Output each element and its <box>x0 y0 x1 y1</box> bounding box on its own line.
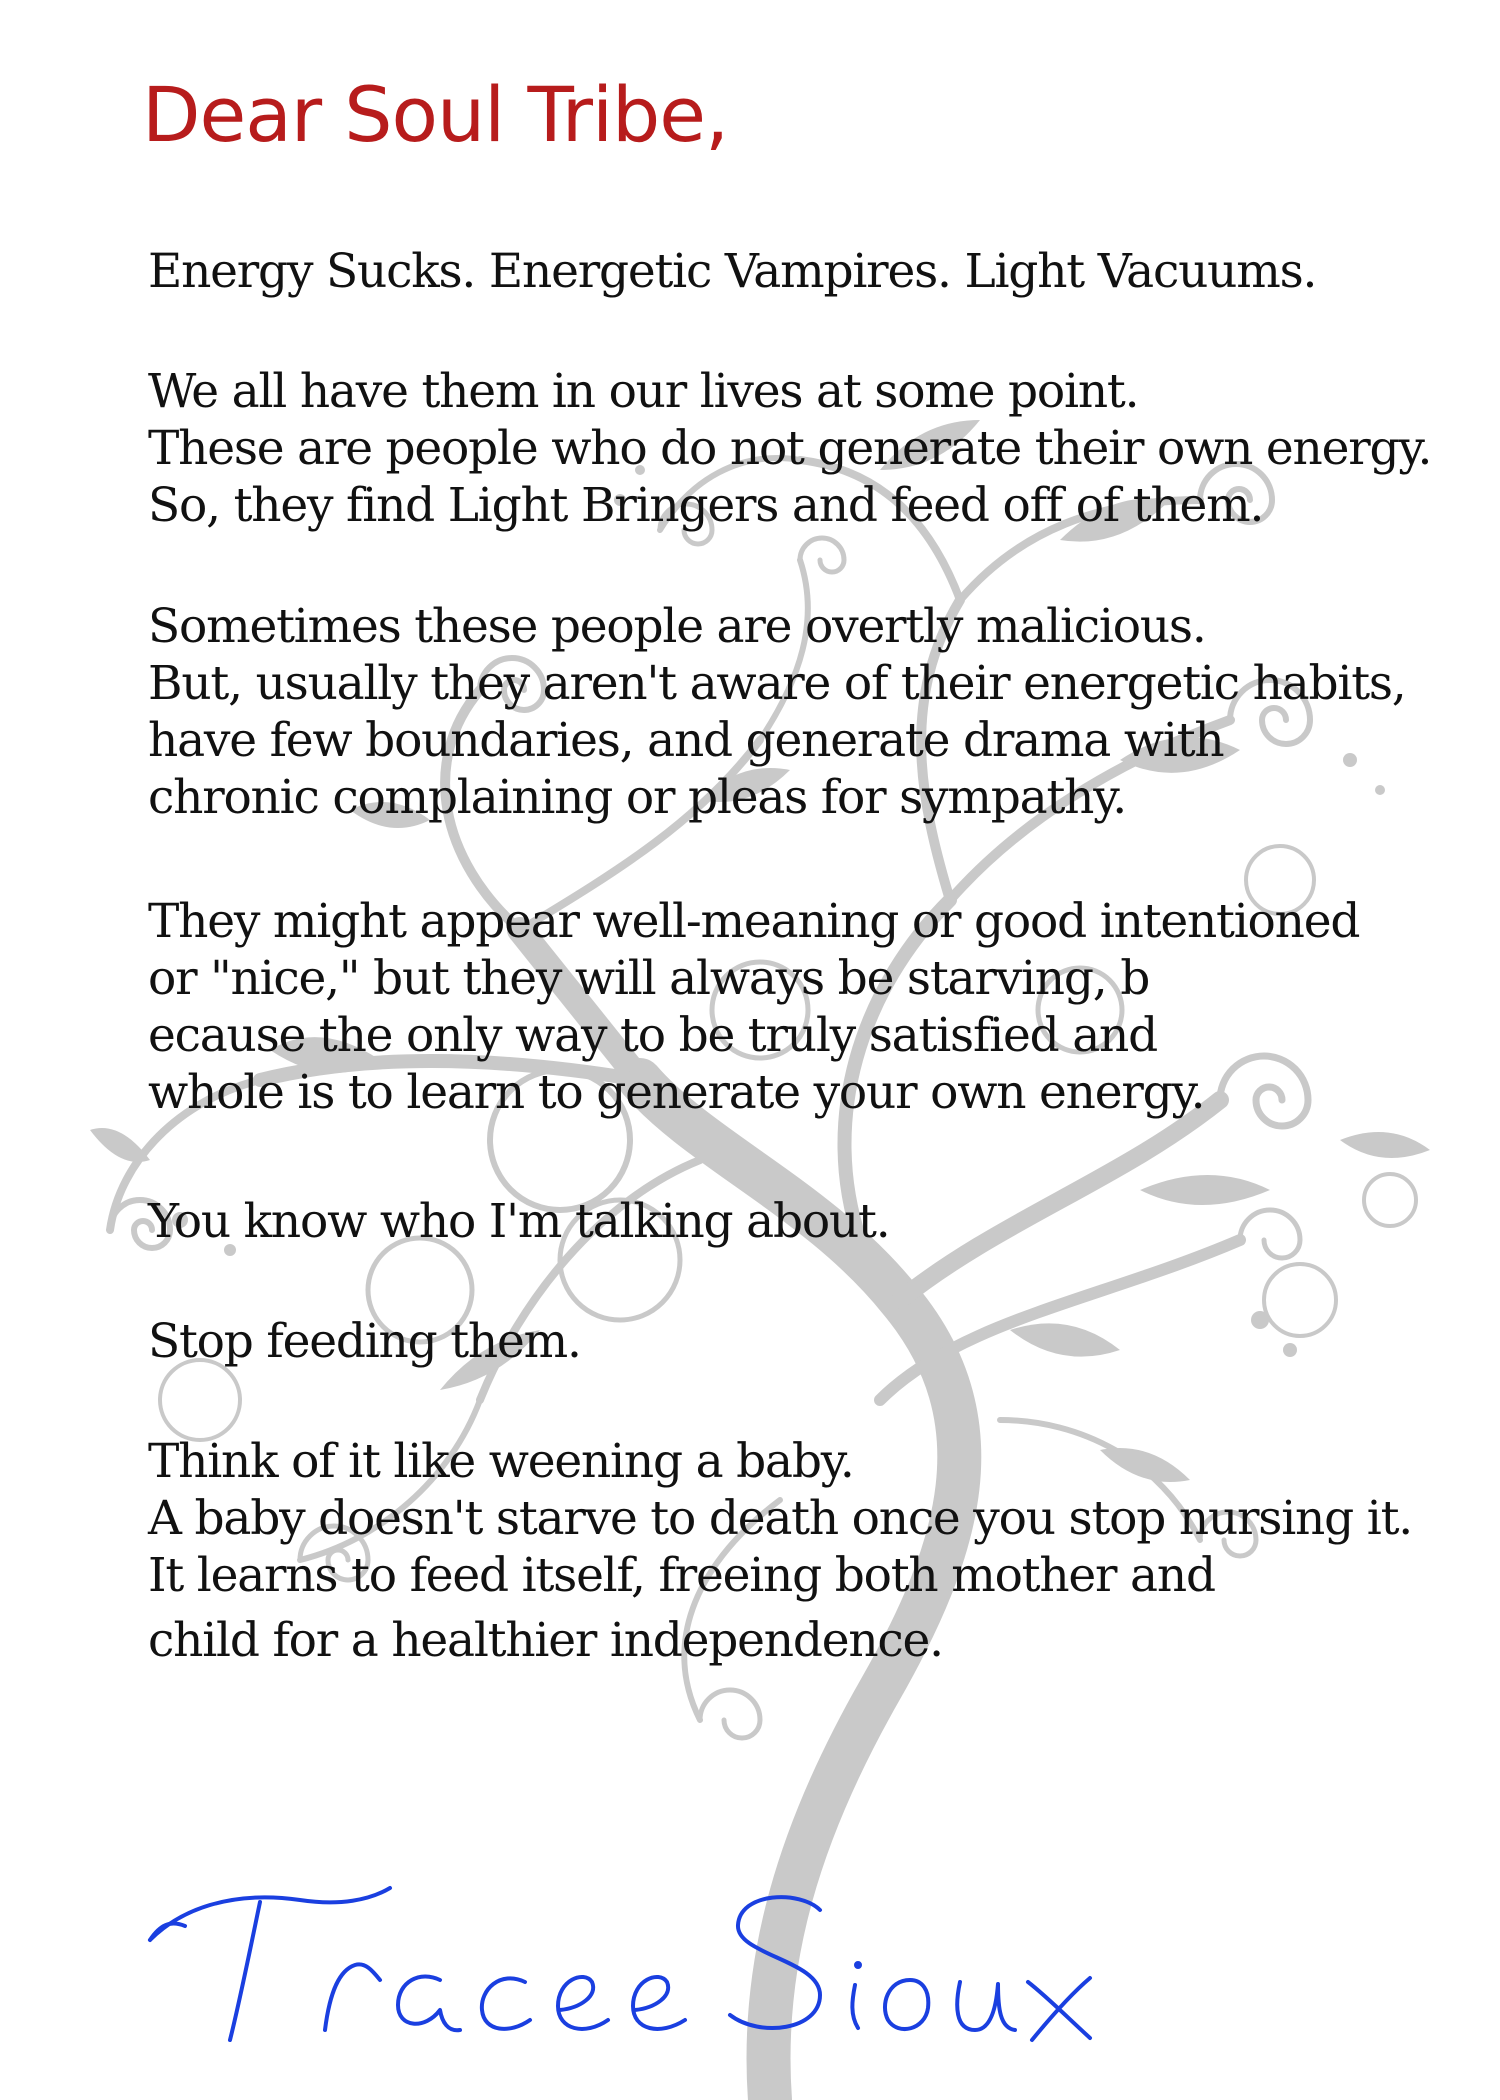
paragraph <box>148 598 1406 826</box>
text-line: These are people who do not generate their own energy. <box>148 421 1432 476</box>
greeting-heading: Dear Soul Tribe, <box>142 70 729 159</box>
text-line: You know who I'm talking about. <box>148 1194 890 1249</box>
text-line: A baby doesn't starve to death once you stop nursing it. <box>148 1491 1412 1546</box>
text-line: have few boundaries, and generate drama with <box>148 713 1224 768</box>
text-line: So, they find Light Bringers and feed off of them. <box>148 478 1264 533</box>
text-line: whole is to learn to generate your own energy. <box>148 1065 1205 1120</box>
paragraph <box>148 1193 889 1250</box>
text-line: They might appear well-meaning or good intentioned <box>148 894 1360 949</box>
text-line: child for a healthier independence. <box>148 1613 943 1668</box>
paragraph <box>148 243 1316 300</box>
text-line: or "nice," but they will always be starving, b <box>148 951 1150 1006</box>
paragraph <box>148 1313 581 1370</box>
text-line: But, usually they aren't aware of their energetic habits, <box>148 656 1406 711</box>
handwritten-signature <box>140 1870 1100 2060</box>
text-line: ecause the only way to be truly satisfied and <box>148 1008 1157 1063</box>
text-line: We all have them in our lives at some point. <box>148 364 1139 419</box>
paragraph <box>148 363 1431 534</box>
text-line: Think of it like weening a baby. <box>148 1434 854 1489</box>
text-line: It learns to feed itself, freeing both mother and <box>148 1548 1215 1603</box>
text-line: Sometimes these people are overtly malicious. <box>148 599 1206 654</box>
paragraph <box>148 893 1359 1121</box>
text-line: Stop feeding them. <box>148 1314 581 1369</box>
text-line: Energy Sucks. Energetic Vampires. Light Vacuums. <box>148 244 1317 299</box>
paragraph <box>148 1433 1412 1669</box>
text-line: chronic complaining or pleas for sympathy. <box>148 770 1127 825</box>
